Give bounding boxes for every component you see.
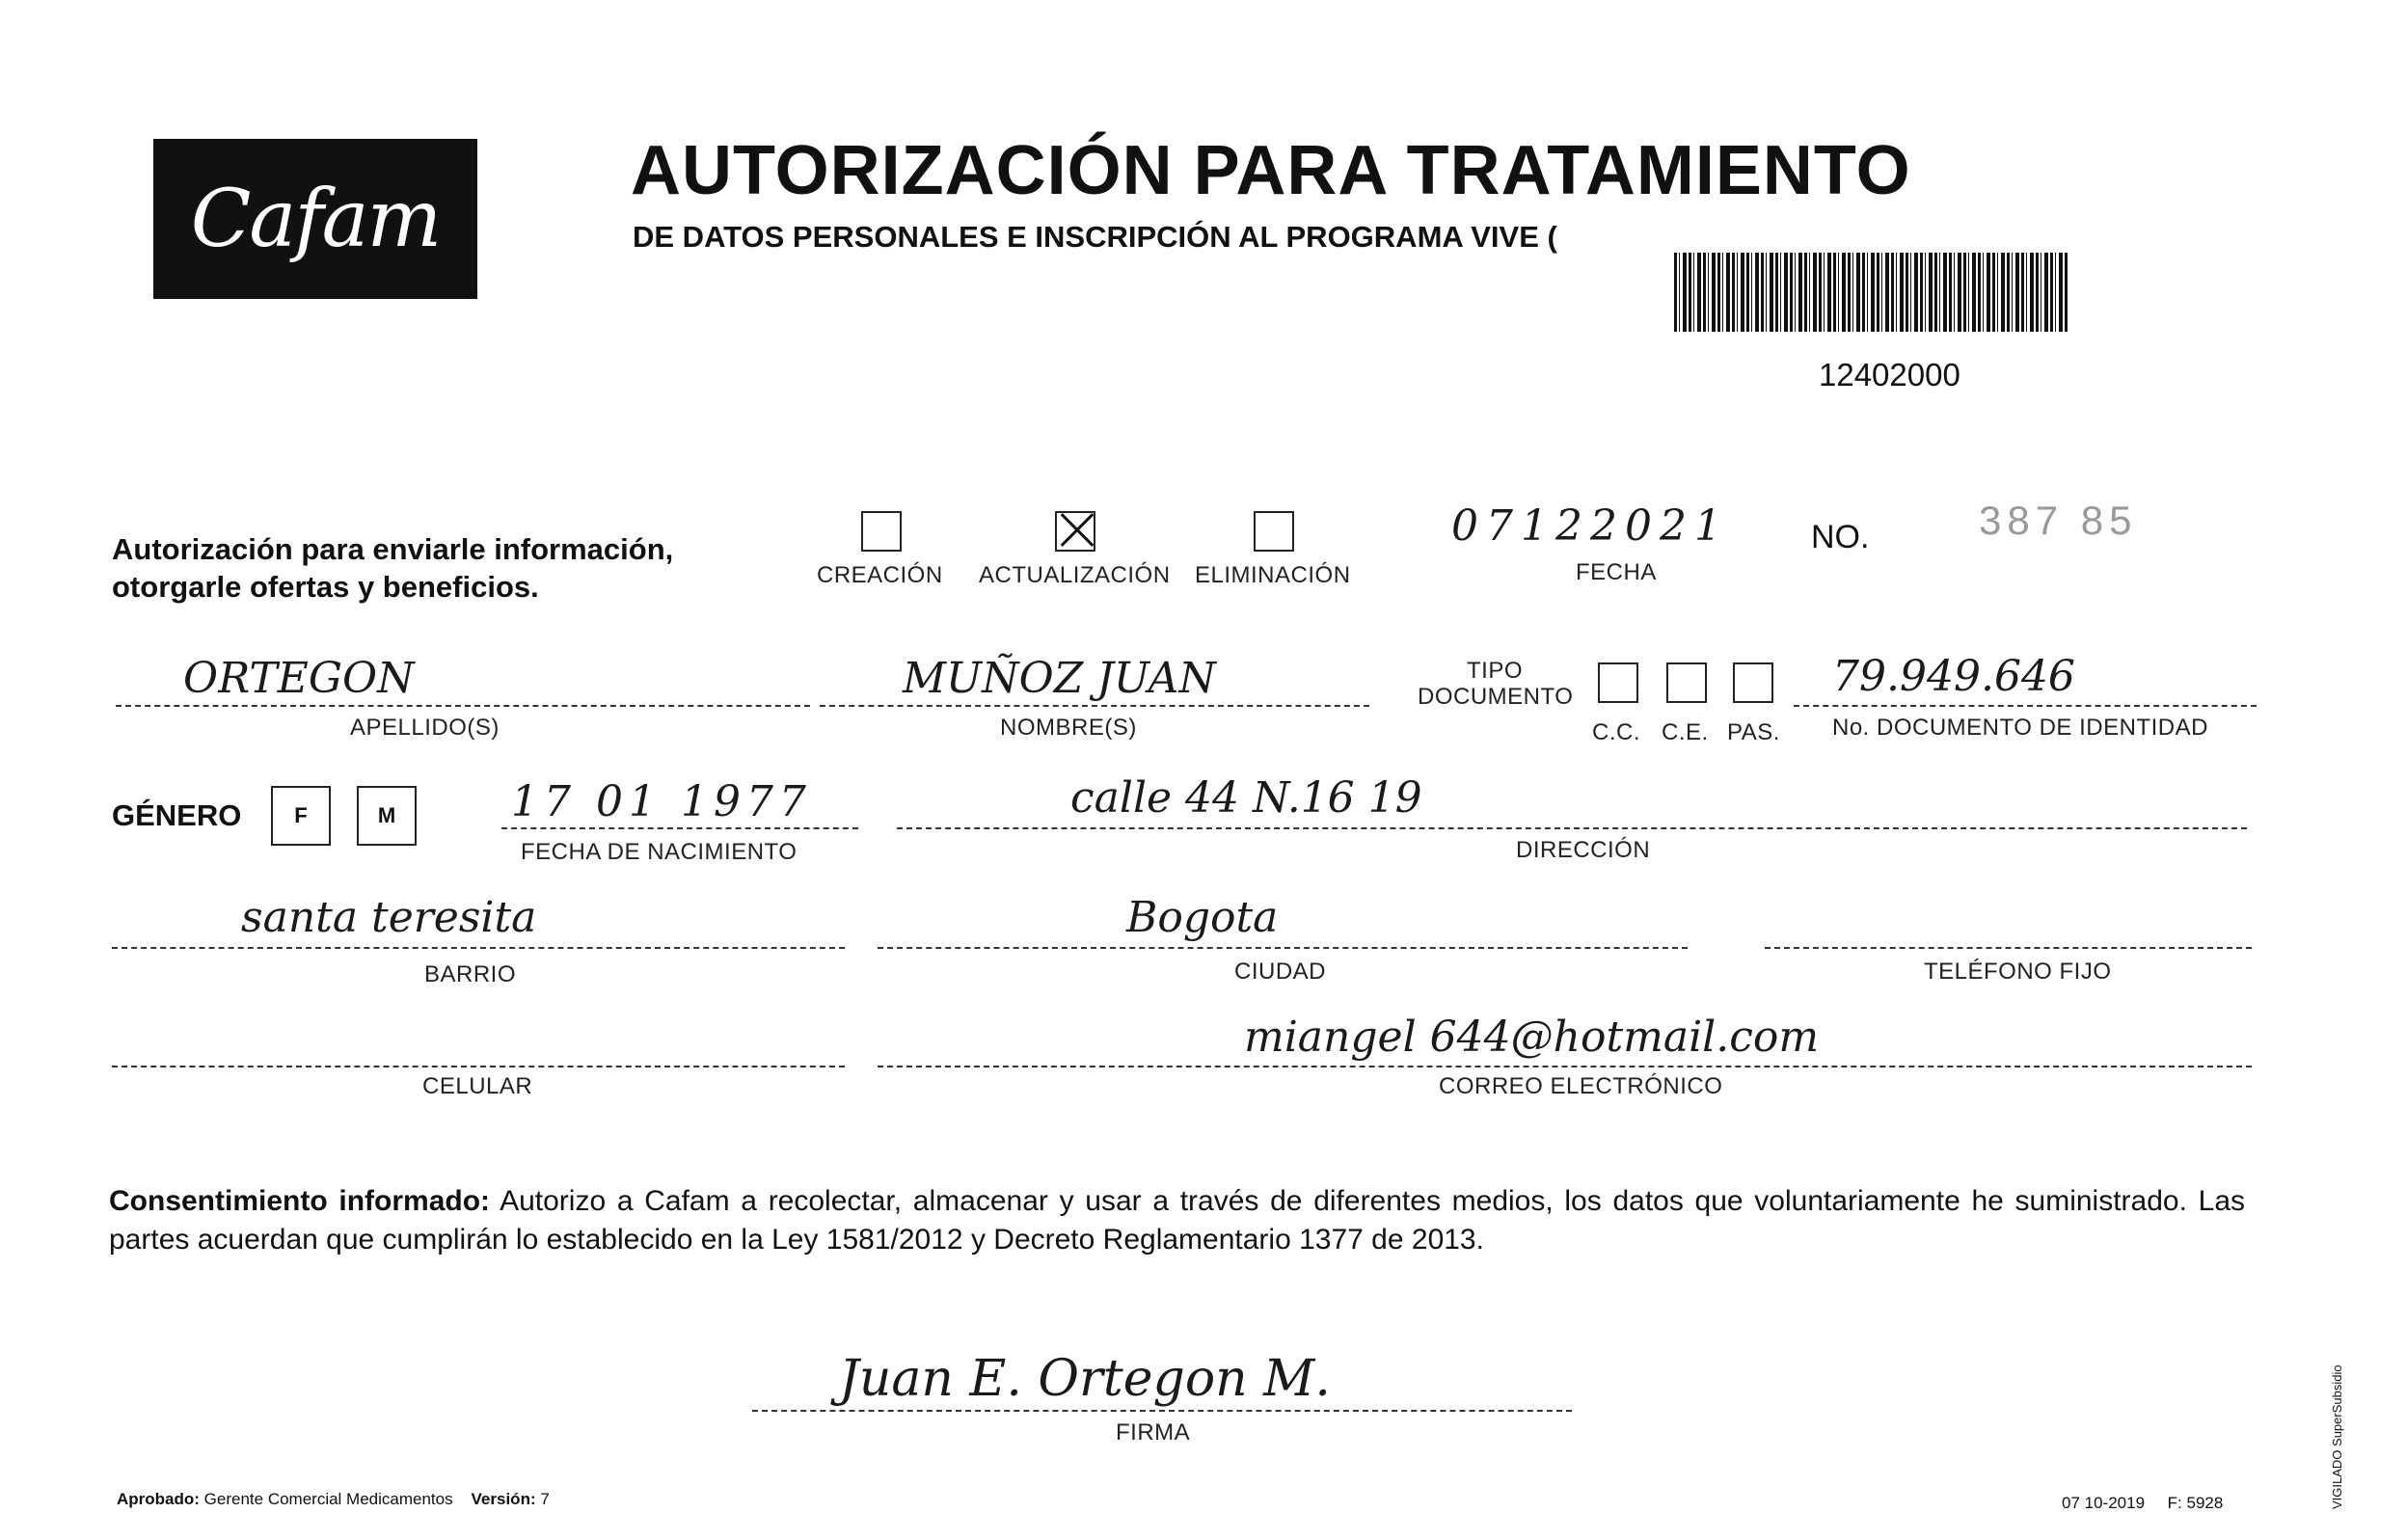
ciudad-label: CIUDAD (1234, 959, 1327, 985)
aprobado-value: Gerente Comercial Medicamentos (203, 1490, 453, 1508)
fecha-value[interactable]: 07122021 (1451, 501, 1729, 551)
firma-value[interactable]: Juan E. Ortegon M. (839, 1350, 1331, 1408)
apellidos-label: APELLIDO(S) (350, 715, 500, 741)
ce-label: C.E. (1662, 719, 1709, 745)
ce-checkbox[interactable] (1666, 662, 1707, 703)
consent-heading: Consentimiento informado: (109, 1185, 491, 1217)
nombres-label: NOMBRE(S) (1000, 715, 1137, 741)
celular-line (112, 1066, 845, 1067)
form-title: AUTORIZACIÓN PARA TRATAMIENTO (631, 132, 1911, 209)
firma-label: FIRMA (1116, 1419, 1191, 1445)
apellidos-value[interactable]: ORTEGON (183, 654, 415, 703)
documento-label: No. DOCUMENTO DE IDENTIDAD (1832, 715, 2208, 741)
actualizacion-label: ACTUALIZACIÓN (979, 562, 1171, 588)
apellidos-line (116, 705, 810, 707)
no-label: NO. (1811, 519, 1870, 555)
nacimiento-label: FECHA DE NACIMIENTO (521, 839, 797, 865)
correo-line (878, 1066, 2252, 1067)
eliminacion-label: ELIMINACIÓN (1195, 562, 1351, 588)
nombres-line (820, 705, 1369, 707)
genero-f-box[interactable]: F (271, 786, 331, 846)
cafam-logo (153, 139, 477, 299)
direccion-value[interactable]: calle 44 N.16 19 (1070, 773, 1422, 823)
tipo-documento-label: TIPO DOCUMENTO (1418, 658, 1574, 710)
telefono-line (1765, 947, 2252, 949)
footer-codes (2062, 1494, 2223, 1513)
eliminacion-checkbox[interactable] (1254, 511, 1294, 552)
cc-label: C.C. (1592, 719, 1640, 745)
form-code: F: 5928 (2167, 1494, 2224, 1512)
consent-paragraph (109, 1182, 2245, 1259)
check-mark-icon (1057, 513, 1094, 550)
vigilado-text: VIGILADO SuperSubsidio (2330, 1364, 2344, 1509)
nacimiento-line (501, 827, 858, 829)
firma-line (752, 1410, 1572, 1412)
telefono-label: TELÉFONO FIJO (1924, 959, 2112, 985)
version-label: Versión: (471, 1490, 536, 1508)
pas-label: PAS. (1727, 719, 1780, 745)
nacimiento-value[interactable]: 17 01 1977 (511, 777, 812, 826)
barrio-value[interactable]: santa teresita (241, 893, 537, 942)
version-value: 7 (540, 1490, 550, 1508)
documento-value[interactable]: 79.949.646 (1832, 652, 2075, 701)
logo-text: Cafam (190, 173, 441, 265)
cc-checkbox[interactable] (1598, 662, 1638, 703)
actualizacion-checkbox[interactable] (1055, 511, 1095, 552)
nombres-value[interactable]: MUÑOZ JUAN (903, 654, 1216, 703)
ciudad-line (878, 947, 1688, 949)
creacion-label: CREACIÓN (817, 562, 943, 588)
barcode (1674, 253, 2068, 332)
consent-body: Autorizo a Cafam a recolectar, almacenar y usar a través de diferentes medios, los datos que voluntariamente he suministrado. Las partes acuerdan que cumplirán lo establecido en la Ley 1581/2012 y Decreto Reglamentario 1377 de 2013. (109, 1185, 2246, 1256)
documento-line (1794, 705, 2257, 707)
direccion-line (897, 827, 2247, 829)
correo-value[interactable]: miangel 644@hotmail.com (1244, 1013, 1820, 1062)
footer-approval (117, 1490, 550, 1509)
barrio-line (112, 947, 845, 949)
creacion-checkbox[interactable] (861, 511, 902, 552)
date-code: 07 10-2019 (2062, 1494, 2146, 1512)
aprobado-label: Aprobado: (117, 1490, 200, 1508)
pas-checkbox[interactable] (1733, 662, 1773, 703)
genero-label: GÉNERO (112, 798, 242, 832)
fecha-label: FECHA (1576, 559, 1657, 585)
celular-label: CELULAR (422, 1073, 533, 1099)
barrio-label: BARRIO (424, 961, 517, 987)
intro-label: Autorización para enviarle información, otorgarle ofertas y beneficios. (112, 532, 674, 604)
direccion-label: DIRECCIÓN (1516, 837, 1651, 863)
ciudad-value[interactable]: Bogota (1126, 893, 1279, 942)
form-subtitle: DE DATOS PERSONALES E INSCRIPCIÓN AL PROGRAMA VIVE ( (633, 220, 1557, 254)
barcode-number: 12402000 (1819, 357, 1960, 392)
no-value: 387 85 (1979, 498, 2138, 543)
genero-m-box[interactable]: M (357, 786, 417, 846)
correo-label: CORREO ELECTRÓNICO (1439, 1073, 1723, 1099)
